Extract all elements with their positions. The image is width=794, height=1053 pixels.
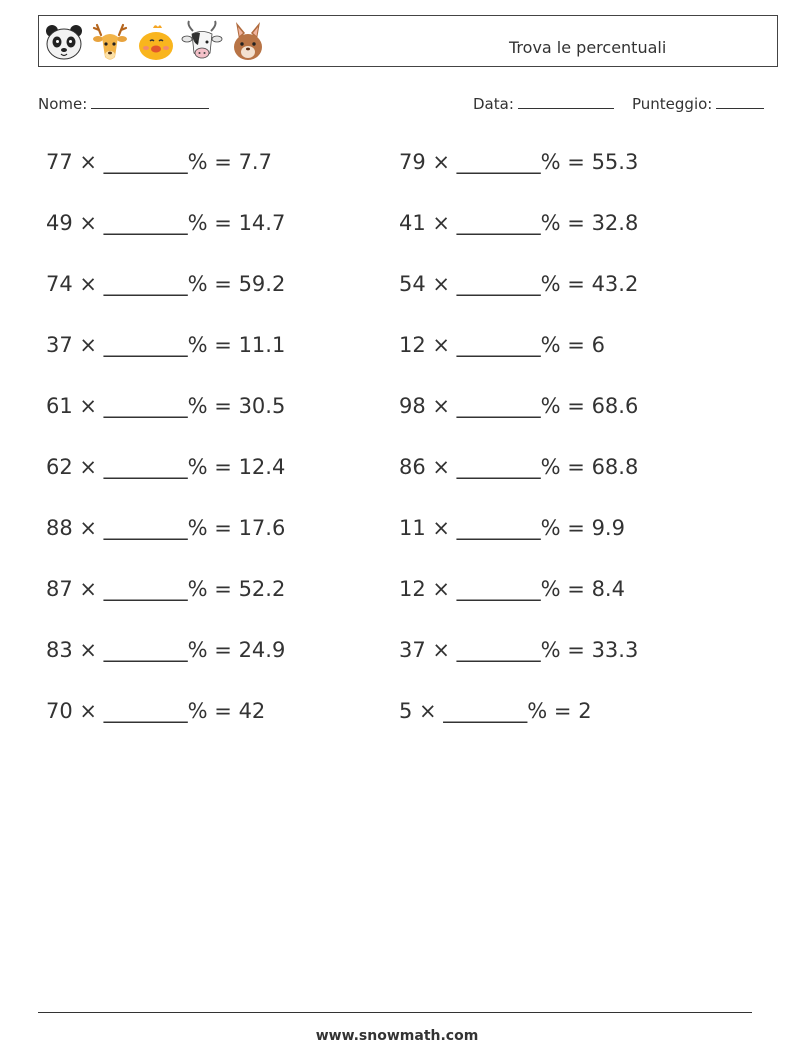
problem-right-9: 37 × ________% = 33.3: [399, 638, 639, 662]
name-label: Nome:: [38, 95, 88, 113]
problem-right-6: 86 × ________% = 68.8: [399, 455, 639, 479]
problem-right-2: 41 × ________% = 32.8: [399, 211, 639, 235]
cow-icon: [181, 19, 223, 65]
problem-right-1: 79 × ________% = 55.3: [399, 150, 639, 174]
problem-left-2: 49 × ________% = 14.7: [46, 211, 286, 235]
date-label: Data:: [473, 95, 514, 113]
problem-right-10: 5 × ________% = 2: [399, 699, 592, 723]
problem-right-7: 11 × ________% = 9.9: [399, 516, 625, 540]
score-label: Punteggio:: [632, 95, 713, 113]
footer-divider: [38, 1012, 752, 1013]
footer-website[interactable]: www.snowmath.com: [315, 1028, 479, 1044]
problem-right-8: 12 × ________% = 8.4: [399, 577, 625, 601]
problem-left-1: 77 × ________% = 7.7: [46, 150, 272, 174]
problem-left-10: 70 × ________% = 42: [46, 699, 266, 723]
rabbit-icon: [227, 19, 269, 65]
deer-icon: [89, 19, 131, 65]
problem-left-5: 61 × ________% = 30.5: [46, 394, 286, 418]
problem-right-4: 12 × ________% = 6: [399, 333, 605, 357]
header-box: [38, 15, 778, 67]
name-blank[interactable]: [91, 94, 209, 109]
score-field: [632, 94, 764, 113]
problem-left-4: 37 × ________% = 11.1: [46, 333, 286, 357]
problem-right-5: 98 × ________% = 68.6: [399, 394, 639, 418]
name-field: [38, 94, 209, 113]
panda-icon: [43, 19, 85, 65]
problem-left-9: 83 × ________% = 24.9: [46, 638, 286, 662]
problem-left-8: 87 × ________% = 52.2: [46, 577, 286, 601]
worksheet-title: Trova le percentuali: [509, 38, 667, 57]
animal-icons: [43, 19, 269, 65]
problem-left-3: 74 × ________% = 59.2: [46, 272, 286, 296]
chick-icon: [135, 19, 177, 65]
problem-right-3: 54 × ________% = 43.2: [399, 272, 639, 296]
score-blank[interactable]: [716, 94, 764, 109]
date-field: [473, 94, 614, 113]
date-blank[interactable]: [518, 94, 614, 109]
problem-left-6: 62 × ________% = 12.4: [46, 455, 286, 479]
problem-left-7: 88 × ________% = 17.6: [46, 516, 286, 540]
